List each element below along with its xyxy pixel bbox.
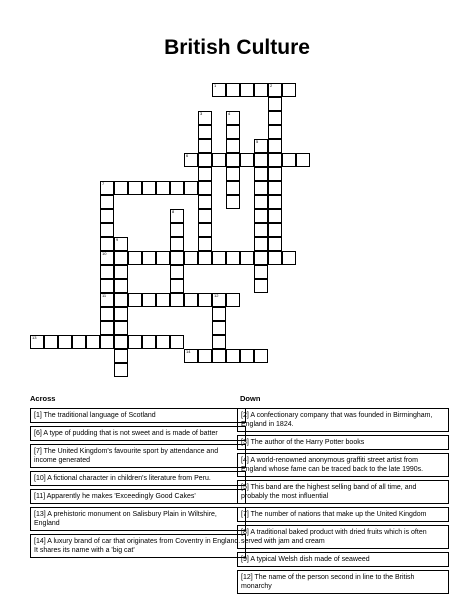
across-clue: [6] A type of pudding that is not sweet and is made of batter [30,426,246,441]
grid-cell[interactable] [114,293,128,307]
grid-cell[interactable] [198,125,212,139]
grid-cell[interactable] [184,153,198,167]
grid-cell[interactable] [198,195,212,209]
across-clue: [10] A fictional character in children's literature from Peru. [30,471,246,486]
grid-cell[interactable] [198,237,212,251]
clue-number: 14 [186,349,191,354]
grid-cell[interactable] [100,223,114,237]
grid-cell[interactable] [100,251,114,265]
grid-cell[interactable] [254,223,268,237]
across-clue: [11] Apparently he makes 'Exceedingly Good Cakes' [30,489,246,504]
grid-cell[interactable] [114,321,128,335]
clue-number: 8 [172,209,175,214]
grid-cell[interactable] [240,251,254,265]
grid-cell[interactable] [100,195,114,209]
grid-cell[interactable] [226,83,240,97]
grid-cell[interactable] [128,335,142,349]
grid-cell[interactable] [254,167,268,181]
grid-cell[interactable] [240,153,254,167]
down-clue: [5] This band are the highest selling band of all time, and probably the most influential [237,480,449,504]
grid-cell[interactable] [72,335,86,349]
grid-cell[interactable] [226,251,240,265]
grid-cell[interactable] [198,223,212,237]
clue-number: 9 [116,237,119,242]
grid-cell[interactable] [170,209,184,223]
grid-cell[interactable] [170,265,184,279]
grid-cell[interactable] [100,307,114,321]
grid-cell[interactable] [142,293,156,307]
clue-number: 4 [228,111,231,116]
grid-cell[interactable] [156,181,170,195]
grid-cell[interactable] [184,293,198,307]
clue-number: 11 [102,293,107,298]
grid-cell[interactable] [170,181,184,195]
grid-cell[interactable] [212,307,226,321]
grid-cell[interactable] [226,181,240,195]
grid-cell[interactable] [268,83,282,97]
grid-cell[interactable] [100,321,114,335]
clue-number: 2 [270,83,273,88]
grid-cell[interactable] [100,237,114,251]
grid-cell[interactable] [100,209,114,223]
down-clue: [12] The name of the person second in line to the British monarchy [237,570,449,594]
grid-cell[interactable] [114,279,128,293]
grid-cell[interactable] [212,321,226,335]
grid-cell[interactable] [226,153,240,167]
grid-cell[interactable] [268,125,282,139]
grid-cell[interactable] [128,181,142,195]
across-clue: [7] The United Kingdom's favourite sport by attendance and income generated [30,444,246,468]
grid-cell[interactable] [212,83,226,97]
grid-cell[interactable] [114,363,128,377]
grid-cell[interactable] [100,293,114,307]
grid-cell[interactable] [240,83,254,97]
grid-cell[interactable] [254,349,268,363]
grid-cell[interactable] [254,83,268,97]
down-heading: Down [240,394,261,403]
grid-cell[interactable] [268,111,282,125]
clue-number: 12 [214,293,219,298]
down-clue: [9] A typical Welsh dish made of seaweed [237,552,449,567]
grid-cell[interactable] [184,251,198,265]
grid-cell[interactable] [240,349,254,363]
grid-cell[interactable] [100,335,114,349]
clue-number: 1 [214,83,217,88]
grid-cell[interactable] [142,335,156,349]
grid-cell[interactable] [268,237,282,251]
grid-cell[interactable] [114,349,128,363]
grid-cell[interactable] [44,335,58,349]
page-title: British Culture [164,36,310,59]
grid-cell[interactable] [226,111,240,125]
clue-number: 5 [256,139,259,144]
down-clue: [2] A confectionary company that was founded in Birmingham, England in 1824. [237,408,449,432]
grid-cell[interactable] [226,125,240,139]
grid-cell[interactable] [268,97,282,111]
grid-cell[interactable] [254,265,268,279]
grid-cell[interactable] [296,153,310,167]
grid-cell[interactable] [226,349,240,363]
grid-cell[interactable] [282,83,296,97]
grid-cell[interactable] [114,307,128,321]
grid-cell[interactable] [282,251,296,265]
grid-cell[interactable] [226,293,240,307]
grid-cell[interactable] [198,209,212,223]
down-clue-list [237,408,449,597]
grid-cell[interactable] [58,335,72,349]
grid-cell[interactable] [142,181,156,195]
grid-cell[interactable] [254,251,268,265]
grid-cell[interactable] [268,167,282,181]
grid-cell[interactable] [170,279,184,293]
grid-cell[interactable] [226,167,240,181]
grid-cell[interactable] [268,181,282,195]
grid-cell[interactable] [254,181,268,195]
grid-cell[interactable] [254,195,268,209]
clue-number: 10 [102,251,107,256]
grid-cell[interactable] [254,209,268,223]
grid-cell[interactable] [114,237,128,251]
grid-cell[interactable] [254,139,268,153]
grid-cell[interactable] [268,251,282,265]
down-clue: [8] A traditional baked product with dried fruits which is often served with jam and cream [237,525,449,549]
grid-cell[interactable] [184,181,198,195]
grid-cell[interactable] [114,181,128,195]
across-clue: [1] The traditional language of Scotland [30,408,246,423]
grid-cell[interactable] [170,251,184,265]
grid-cell[interactable] [198,167,212,181]
down-clue: [4] A world-renowned anonymous graffiti street artist from England whose fame can be traced back to the late 1990s. [237,453,449,477]
down-clue: [3] The author of the Harry Potter books [237,435,449,450]
grid-cell[interactable] [198,293,212,307]
clue-number: 6 [186,153,189,158]
grid-cell[interactable] [170,293,184,307]
grid-cell[interactable] [268,139,282,153]
across-clue: [13] A prehistoric monument on Salisbury Plain in Wiltshire, England [30,507,246,531]
grid-cell[interactable] [184,349,198,363]
grid-cell[interactable] [268,209,282,223]
across-clue-list [30,408,246,561]
grid-cell[interactable] [226,195,240,209]
grid-cell[interactable] [268,223,282,237]
grid-cell[interactable] [212,349,226,363]
grid-cell[interactable] [212,251,226,265]
grid-cell[interactable] [114,265,128,279]
clue-number: 13 [32,335,37,340]
grid-cell[interactable] [156,251,170,265]
grid-cell[interactable] [156,293,170,307]
grid-cell[interactable] [170,223,184,237]
down-clue: [7] The number of nations that make up the United Kingdom [237,507,449,522]
grid-cell[interactable] [282,153,296,167]
grid-cell[interactable] [254,153,268,167]
grid-cell[interactable] [170,237,184,251]
across-clue: [14] A luxury brand of car that originates from Coventry in England. It shares its name with a 'big cat' [30,534,246,558]
across-heading: Across [30,394,56,403]
grid-cell[interactable] [142,251,156,265]
grid-cell[interactable] [198,251,212,265]
grid-cell[interactable] [128,293,142,307]
grid-cell[interactable] [100,279,114,293]
grid-cell[interactable] [254,237,268,251]
grid-cell[interactable] [198,111,212,125]
grid-cell[interactable] [198,349,212,363]
grid-cell[interactable] [30,335,44,349]
grid-cell[interactable] [226,139,240,153]
grid-cell[interactable] [198,181,212,195]
grid-cell[interactable] [128,251,142,265]
clue-number: 7 [102,181,105,186]
grid-cell[interactable] [156,335,170,349]
grid-cell[interactable] [212,335,226,349]
grid-cell[interactable] [212,153,226,167]
grid-cell[interactable] [170,335,184,349]
grid-cell[interactable] [114,251,128,265]
grid-cell[interactable] [268,153,282,167]
grid-cell[interactable] [114,335,128,349]
grid-cell[interactable] [254,279,268,293]
grid-cell[interactable] [100,265,114,279]
grid-cell[interactable] [212,293,226,307]
grid-cell[interactable] [198,153,212,167]
clue-number: 3 [200,111,203,116]
grid-cell[interactable] [100,181,114,195]
grid-cell[interactable] [86,335,100,349]
grid-cell[interactable] [198,139,212,153]
grid-cell[interactable] [268,195,282,209]
